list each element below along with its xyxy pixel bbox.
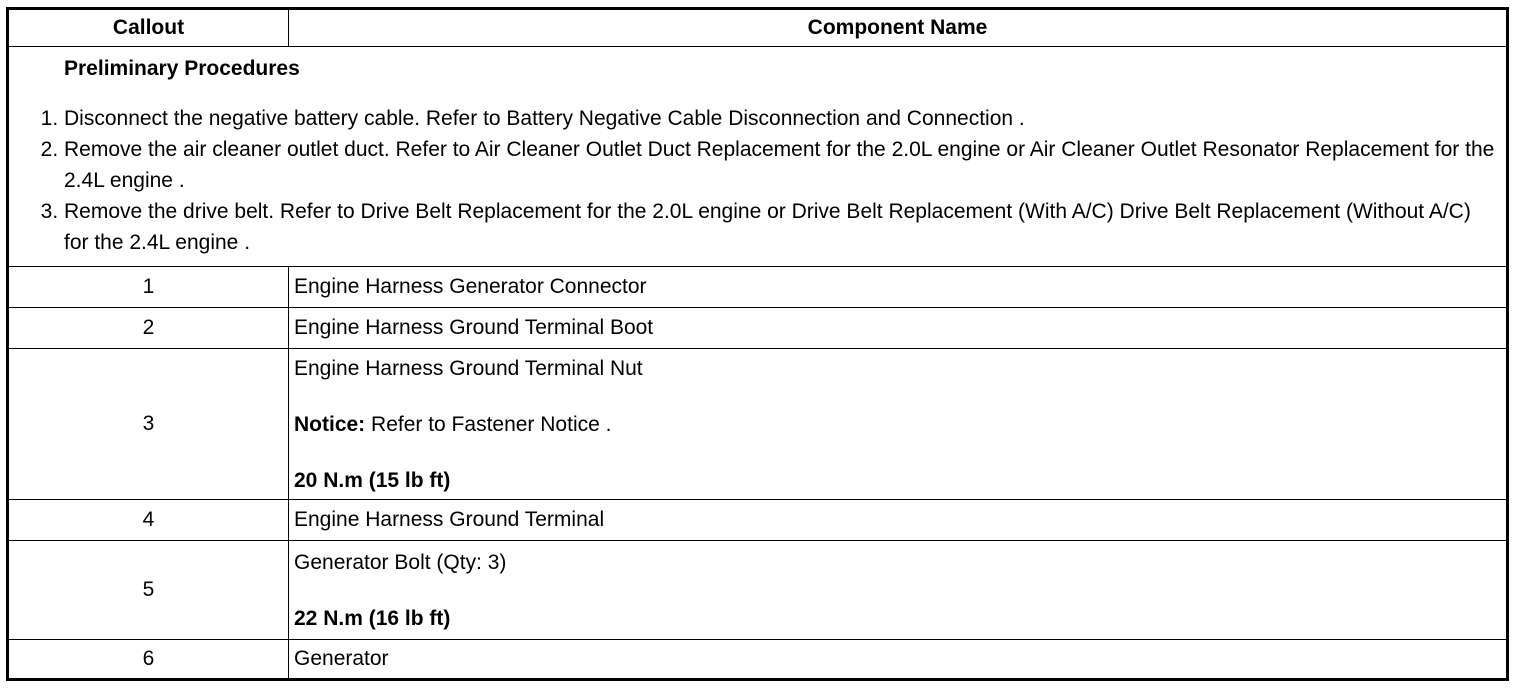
callout-number: 6: [8, 640, 289, 680]
callout-number: 1: [8, 267, 289, 308]
preliminary-procedures-cell: [8, 47, 1508, 267]
component-name: Engine Harness Ground Terminal Nut: [294, 356, 643, 380]
table-header-row: [8, 9, 1508, 47]
table-row: [8, 349, 1508, 500]
table-row: [8, 541, 1508, 640]
component-name: Generator: [289, 640, 1508, 680]
header-component-name: Component Name: [289, 9, 1508, 47]
table-row: [8, 267, 1508, 308]
component-name: Engine Harness Ground Terminal Boot: [289, 308, 1508, 349]
component-name: Generator Bolt (Qty: 3): [294, 550, 507, 574]
callout-number: 4: [8, 500, 289, 541]
component-cell: [289, 349, 1508, 500]
torque-spec: 22 N.m (16 lb ft): [294, 606, 451, 630]
component-table: [6, 7, 1509, 681]
callout-number: 2: [8, 308, 289, 349]
torque-spec: 20 N.m (15 lb ft): [294, 468, 451, 492]
notice-text: Refer to Fastener Notice .: [365, 412, 612, 436]
callout-number: 5: [8, 541, 289, 640]
component-cell: [289, 541, 1508, 640]
procedure-step: 3. Remove the drive belt. Refer to Drive Belt Replacement for the 2.0L engine or Drive Belt Replacement (With A/C) Drive Belt Replacement (Without A/C) for the 2.4L engine .: [64, 196, 1500, 258]
procedure-list: [23, 103, 1500, 258]
table-row: [8, 308, 1508, 349]
table-row: [8, 500, 1508, 541]
notice: [294, 411, 1506, 438]
notice-label: Notice:: [294, 412, 366, 436]
component-name: Engine Harness Generator Connector: [289, 267, 1508, 308]
preliminary-procedures-title: Preliminary Procedures: [64, 57, 300, 80]
component-name: Engine Harness Ground Terminal: [289, 500, 1508, 541]
header-callout: Callout: [8, 9, 289, 47]
procedure-step: 1. Disconnect the negative battery cable. Refer to Battery Negative Cable Disconnection and Connection .: [64, 103, 1500, 134]
table-row: [8, 640, 1508, 680]
preliminary-procedures-row: [8, 47, 1508, 267]
callout-number: 3: [8, 349, 289, 500]
procedure-step: 2. Remove the air cleaner outlet duct. Refer to Air Cleaner Outlet Duct Replacement for the 2.0L engine or Air Cleaner Outlet Resonator Replacement for the 2.4L engine .: [64, 134, 1500, 196]
